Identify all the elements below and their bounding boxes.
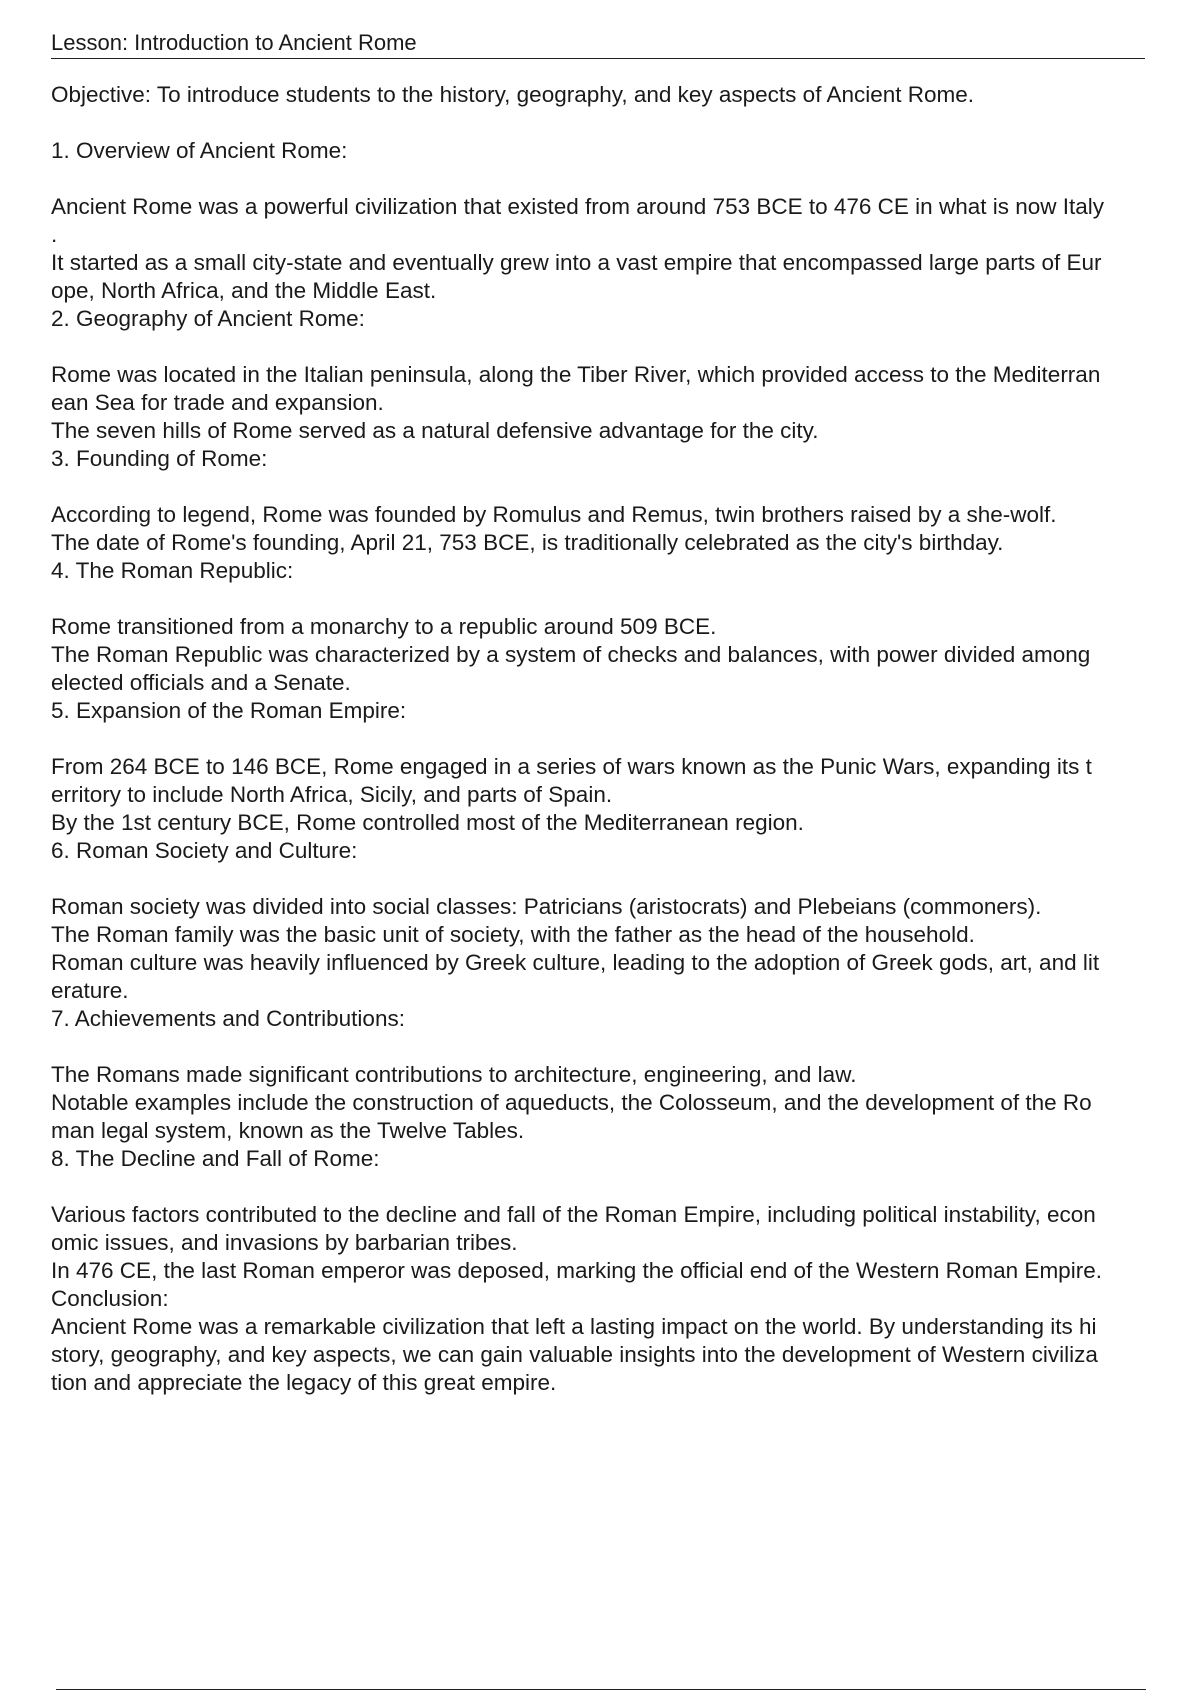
text-line: Rome was located in the Italian peninsula, along the Tiber River, which provided access to the Mediterran: [51, 362, 1101, 387]
lesson-title: Lesson: Introduction to Ancient Rome: [51, 30, 417, 55]
text-line: By the 1st century BCE, Rome controlled most of the Mediterranean region.: [51, 810, 804, 835]
text-line: 6. Roman Society and Culture:: [51, 838, 358, 863]
text-line: Rome transitioned from a monarchy to a republic around 509 BCE.: [51, 614, 717, 639]
text-line: The seven hills of Rome served as a natural defensive advantage for the city.: [51, 418, 819, 443]
text-line: Notable examples include the construction of aqueducts, the Colosseum, and the development of the Ro: [51, 1090, 1092, 1115]
text-line: 5. Expansion of the Roman Empire:: [51, 698, 407, 723]
text-line: .: [51, 222, 58, 247]
blank-line: [51, 1033, 1181, 1061]
blank-line: [51, 473, 1181, 501]
text-line: man legal system, known as the Twelve Tables.: [51, 1118, 525, 1143]
text-line: Objective: To introduce students to the history, geography, and key aspects of Ancient Rome.: [51, 82, 975, 107]
text-line: ope, North Africa, and the Middle East.: [51, 278, 437, 303]
text-line: Conclusion:: [51, 1286, 169, 1311]
text-line: elected officials and a Senate.: [51, 670, 351, 695]
blank-line: [51, 333, 1181, 361]
page-header: [51, 28, 1145, 59]
text-line: The Roman Republic was characterized by a system of checks and balances, with power divided among: [51, 642, 1091, 667]
text-line: The Roman family was the basic unit of society, with the father as the head of the household.: [51, 922, 975, 947]
text-line: Ancient Rome was a powerful civilization that existed from around 753 BCE to 476 CE in what is now Italy: [51, 194, 1105, 219]
lesson-body: [51, 81, 1181, 1397]
blank-line: [51, 725, 1181, 753]
text-line: tion and appreciate the legacy of this great empire.: [51, 1370, 557, 1395]
text-line: In 476 CE, the last Roman emperor was deposed, marking the official end of the Western Roman Empire.: [51, 1258, 1102, 1283]
blank-line: [51, 865, 1181, 893]
blank-line: [51, 585, 1181, 613]
text-line: According to legend, Rome was founded by Romulus and Remus, twin brothers raised by a she-wolf.: [51, 502, 1057, 527]
text-line: Ancient Rome was a remarkable civilization that left a lasting impact on the world. By understanding its hi: [51, 1314, 1097, 1339]
blank-line: [51, 165, 1181, 193]
text-line: 3. Founding of Rome:: [51, 446, 268, 471]
blank-line: [51, 1173, 1181, 1201]
text-line: ean Sea for trade and expansion.: [51, 390, 384, 415]
text-line: 1. Overview of Ancient Rome:: [51, 138, 348, 163]
text-line: 2. Geography of Ancient Rome:: [51, 306, 365, 331]
text-line: 8. The Decline and Fall of Rome:: [51, 1146, 380, 1171]
blank-line: [51, 109, 1181, 137]
text-line: Roman society was divided into social classes: Patricians (aristocrats) and Plebeians (commoners).: [51, 894, 1042, 919]
text-line: 4. The Roman Republic:: [51, 558, 294, 583]
text-line: From 264 BCE to 146 BCE, Rome engaged in a series of wars known as the Punic Wars, expanding its t: [51, 754, 1092, 779]
footer-divider: [56, 1689, 1146, 1690]
text-line: Various factors contributed to the decline and fall of the Roman Empire, including political instability, econ: [51, 1202, 1096, 1227]
text-line: 7. Achievements and Contributions:: [51, 1006, 405, 1031]
text-line: The Romans made significant contributions to architecture, engineering, and law.: [51, 1062, 857, 1087]
text-line: The date of Rome's founding, April 21, 753 BCE, is traditionally celebrated as the city's birthday.: [51, 530, 1004, 555]
text-line: story, geography, and key aspects, we can gain valuable insights into the development of Western civiliza: [51, 1342, 1098, 1367]
text-line: It started as a small city-state and eventually grew into a vast empire that encompassed large parts of Eur: [51, 250, 1102, 275]
text-line: omic issues, and invasions by barbarian tribes.: [51, 1230, 518, 1255]
text-line: erature.: [51, 978, 129, 1003]
text-line: Roman culture was heavily influenced by Greek culture, leading to the adoption of Greek gods, art, and lit: [51, 950, 1100, 975]
text-line: erritory to include North Africa, Sicily, and parts of Spain.: [51, 782, 613, 807]
